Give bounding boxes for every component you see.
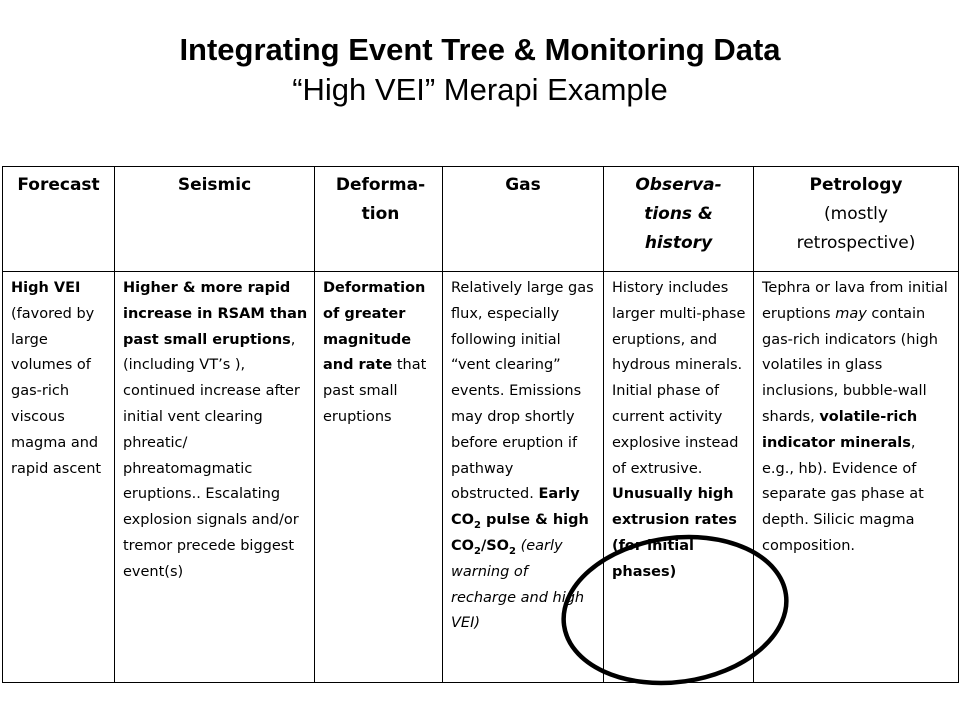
cell-forecast [3, 272, 115, 683]
petrology-italic: may [835, 305, 867, 322]
header-petrology-sub: (mostly retrospective) [796, 204, 916, 253]
gas-italic: (early warning of recharge and high VEI) [451, 537, 585, 632]
gas-sub-a: 2 [473, 520, 481, 532]
seismic-text: , (including VT’s ), continued increase after initial vent clearing phreatic/ phreatomagmatic eruptions.. Escalating explosion signals and/or tremor precede biggest event(s) [123, 331, 300, 580]
header-petrology-text: Petrology [809, 175, 903, 195]
header-gas: Gas [443, 167, 604, 272]
cell-observations [604, 272, 754, 683]
header-deformation [315, 167, 443, 272]
seismic-bold: Higher & more rapid increase in RSAM than past small eruptions [123, 280, 308, 348]
cell-petrology [754, 272, 959, 683]
gas-bold-c: /SO [480, 537, 510, 554]
header-forecast: Forecast [3, 167, 115, 272]
gas-bold-a: Early CO [451, 486, 580, 529]
petrology-text-c: , e.g., hb). Evidence of separate gas phase at depth. Silicic magma composition. [762, 434, 924, 554]
cell-deformation [315, 272, 443, 683]
header-observations-text: Observa-tions & history [635, 175, 722, 253]
cell-seismic [115, 272, 315, 683]
header-deformation-text: Deforma-tion [335, 175, 426, 224]
gas-sub-c: 2 [509, 545, 516, 557]
header-seismic: Seismic [115, 167, 315, 272]
gas-sub-b: 2 [473, 545, 481, 557]
forecast-text: (favored by large volumes of gas-rich viscous magma and rapid ascent [11, 305, 102, 477]
petrology-bold: volatile-rich indicator minerals [762, 408, 918, 451]
header-observations [604, 167, 754, 272]
monitoring-table [2, 166, 959, 683]
observations-bold: Unusually high extrusion rates (for initial phases) [612, 486, 737, 580]
title-line-1: Integrating Event Tree & Monitoring Data [179, 32, 781, 67]
gas-bold-b: pulse & high CO [451, 512, 589, 554]
petrology-text-a: Tephra or lava from initial eruptions [762, 280, 948, 322]
observations-text: History includes larger multi-phase eruptions, and hydrous minerals. Initial phase of current activity explosive instead of extrusive. [612, 280, 746, 477]
slide-title [0, 30, 960, 110]
title-line-2: “High VEI” Merapi Example [292, 72, 668, 107]
gas-text: Relatively large gas flux, especially following initial “vent clearing” events. Emissions may drop shortly before eruption if pathway obstructed. [451, 280, 594, 503]
table-row [3, 272, 959, 683]
deformation-bold: Deformation of greater magnitude and rate [323, 280, 426, 374]
forecast-bold: High VEI [11, 280, 81, 296]
petrology-text-b: contain gas-rich indicators (high volatiles in glass inclusions, bubble-wall shards, [762, 305, 938, 425]
header-petrology [754, 167, 959, 272]
deformation-text: that past small eruptions [323, 357, 427, 425]
header-row [3, 167, 959, 272]
cell-gas [443, 272, 604, 683]
